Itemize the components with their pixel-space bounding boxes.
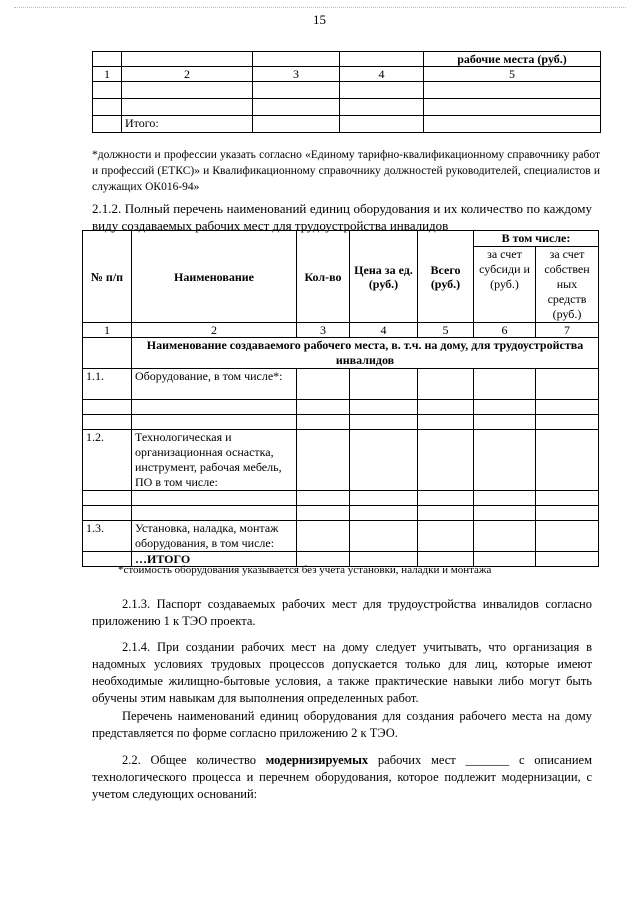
header-subsidy: за счет субсиди и (руб.) xyxy=(474,247,536,323)
footnote-professions: *должности и профессии указать согласно «Единому тарифно-квалификационному справочнику работ и профессий (ЕТКС)» и Квалификационному справочнику должностей руководителей, специалистов и служащих ОК016-94» xyxy=(92,149,600,193)
item-name: Установка, наладка, монтаж оборудования, в том числе: xyxy=(132,521,297,552)
footnote-equipment-cost: *стоимость оборудования указывается без учета установки, наладки и монтажа xyxy=(118,564,492,576)
table1-total-label: Итого: xyxy=(122,116,253,133)
item-name: Оборудование, в том числе*: xyxy=(132,369,297,400)
bold-modernized: модернизируемых xyxy=(265,753,369,767)
header-num: № п/п xyxy=(83,231,132,323)
table1-header-cell: рабочие места (руб.) xyxy=(424,52,601,67)
table2-col-number: 7 xyxy=(536,323,599,338)
table2-col-number: 2 xyxy=(132,323,297,338)
header-qty: Кол-во xyxy=(297,231,350,323)
table1-col-number: 4 xyxy=(340,67,424,82)
section-2-1-4: 2.1.4. При создании рабочих мест на дому следует учитывать, что организация в надомных условиях трудовых процессов допускается только для лиц, которые имеют необходимые жилищно-бытовые условия, а также практические навыки либо могут быть обучены этим навыкам для выполнения определенных работ. xyxy=(92,640,592,705)
table-row xyxy=(83,369,599,400)
page-number: 15 xyxy=(313,12,326,27)
header-including: В том числе: xyxy=(474,231,599,247)
header-name: Наименование xyxy=(132,231,297,323)
table-row xyxy=(93,82,601,99)
item-num: 1.3. xyxy=(83,521,132,552)
paragraph-equipment-list: Перечень наименований единиц оборудования для создания рабочего места на дому представляется по форме согласно приложению 2 к ТЭО. xyxy=(92,709,592,740)
table2-col-number: 1 xyxy=(83,323,132,338)
section-2-2: 2.2. Общее количество модернизируемых рабочих мест _______ с описанием технологического процесса и перечнем оборудования, которое подлежит модернизации, с учетом следующих оснований: xyxy=(92,753,592,801)
header-total: Всего (руб.) xyxy=(418,231,474,323)
table-row xyxy=(93,99,601,116)
table2-col-number: 4 xyxy=(350,323,418,338)
table1-col-number: 3 xyxy=(253,67,340,82)
table-row xyxy=(83,491,599,506)
header-price: Цена за ед. (руб.) xyxy=(350,231,418,323)
item-num: 1.1. xyxy=(83,369,132,400)
table2-col-number: 3 xyxy=(297,323,350,338)
table2-col-number: 6 xyxy=(474,323,536,338)
table1-col-number: 2 xyxy=(122,67,253,82)
table-row xyxy=(83,521,599,552)
section-2-1-3: 2.1.3. Паспорт создаваемых рабочих мест для трудоустройства инвалидов согласно приложению 1 к ТЭО проекта. xyxy=(92,597,592,628)
item-num: 1.2. xyxy=(83,430,132,491)
table-row xyxy=(83,400,599,415)
table-row xyxy=(83,506,599,521)
table2-col-number: 5 xyxy=(418,323,474,338)
table-row xyxy=(83,415,599,430)
table1-col-number: 5 xyxy=(424,67,601,82)
section-title-row: Наименование создаваемого рабочего места, в. т.ч. на дому, для трудоустройства инвалидов xyxy=(132,338,599,369)
item-name: Технологическая и организационная оснастка, инструмент, рабочая мебель, ПО в том числе: xyxy=(132,430,297,491)
equipment-table xyxy=(82,230,599,567)
header-own-funds: за счет собствен ных средств (руб.) xyxy=(536,247,599,323)
table2-total-label: …ИТОГО xyxy=(132,552,297,567)
table-row xyxy=(83,430,599,491)
top-rule xyxy=(14,7,626,8)
section-2-1-2: 2.1.2. Полный перечень наименований единиц оборудования и их количество по каждому виду создаваемых рабочих мест для трудоустройства инвалидов xyxy=(92,201,592,233)
table1-col-number: 1 xyxy=(93,67,122,82)
table-workplaces-continued xyxy=(92,51,601,133)
